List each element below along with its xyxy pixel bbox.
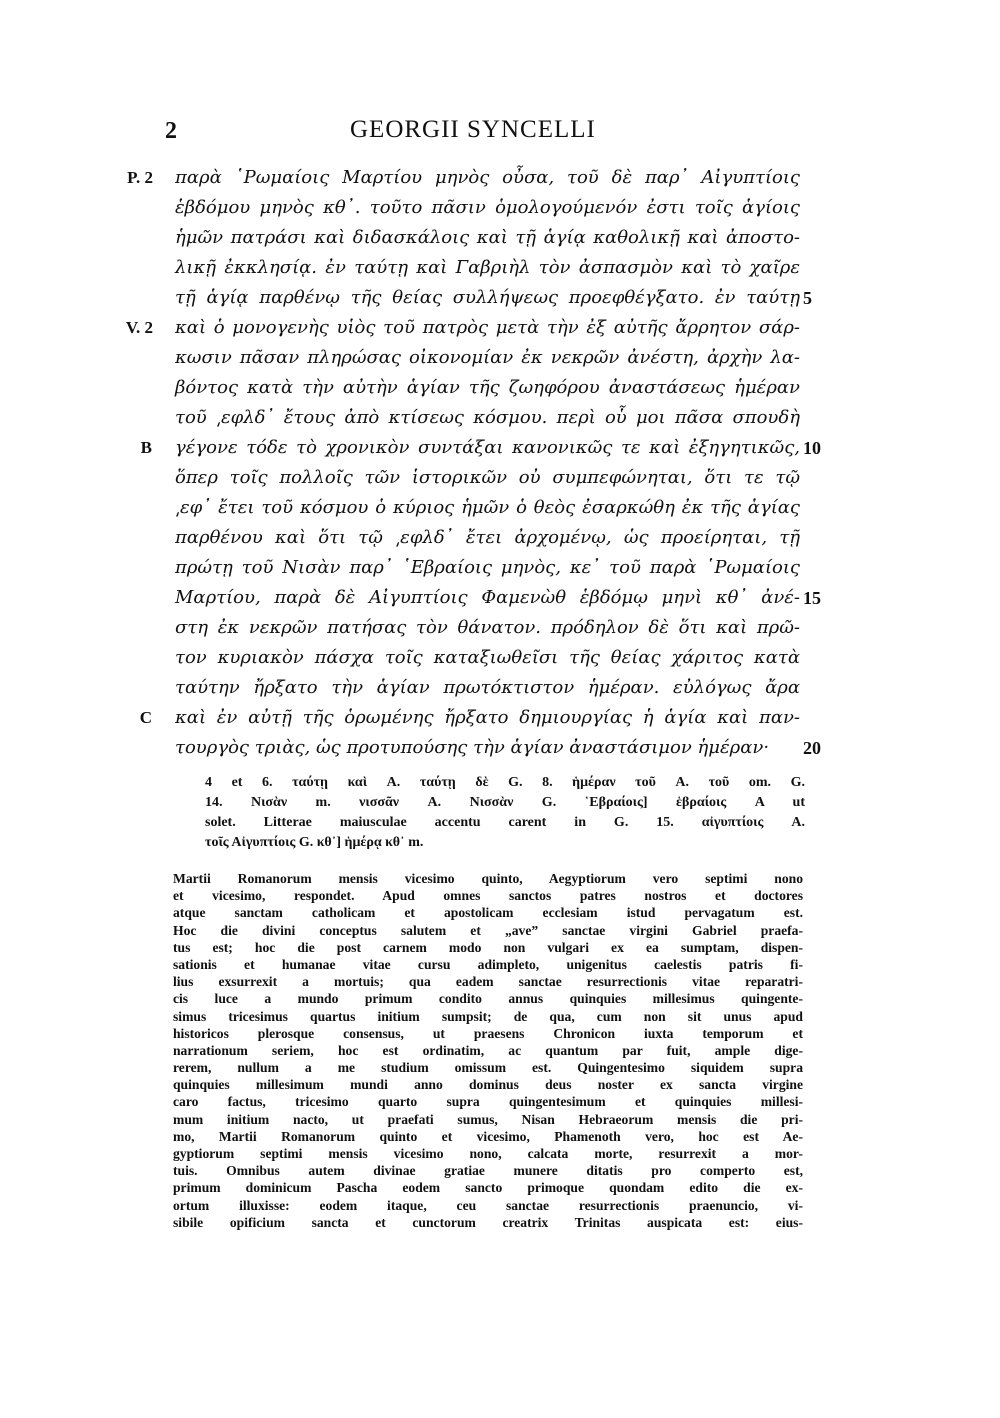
latin-line: et vicesimo, respondet. Apud omnes sanctos patres nostros et doctores [173,888,803,904]
apparatus-line: τοῖς Αἰγυπτίοις G. κθ᾽] ἡμέρᾳ κθ᾽ m. [205,835,424,850]
greek-line: λικῇ ἐκκλησίᾳ. ἐν ταύτῃ καὶ Γαβριὴλ τὸν ἀσπασμὸν καὶ τὸ χαῖρε [175,257,800,278]
greek-line: τοῦ ͵εφλδ᾽ ἔτους ἀπὸ κτίσεως κόσμου. περὶ οὗ μοι πᾶσα σπουδὴ [175,407,800,428]
greek-line: τον κυριακὸν πάσχα τοῖς καταξιωθεῖσι τῆς θείας χάριτος κατὰ [175,647,800,668]
latin-line: narrationum seriem, hoc est ordinatim, ac quantum par fuit, ample dige- [173,1042,803,1058]
latin-line: atque sanctam catholicam et apostolicam ecclesiam istud pervagatum est. [173,905,803,921]
apparatus-line: solet. Litterae maiusculae accentu carent in G. 15. αἰγυπτίοις A. [205,815,805,830]
latin-line: simus tricesimus quartus initium sumpsit; de qua, cum non sit unus apud [173,1008,803,1024]
page-number: 2 [165,118,177,144]
greek-line: ὅπερ τοῖς πολλοῖς τῶν ἱστορικῶν οὐ συμπεφώνηται, ὅτι τε τῷ [175,467,800,488]
line-number: 10 [803,438,821,458]
line-number: 20 [803,738,821,758]
greek-line: Μαρτίου, παρὰ δὲ Αἰγυπτίοις Φαμενὼθ ἑβδόμῳ μηνὶ κθ᾽ ἀνέ- [175,587,800,608]
margin-ref-v2: V. 2 [125,318,153,337]
greek-line: τῇ ἁγίᾳ παρθένῳ τῆς θείας συλλήψεως προεφθέγξατο. ἐν ταύτῃ [175,287,800,308]
latin-line: caro factus, tricesimo quarto supra quingentesimum et quinquies millesi- [173,1094,803,1110]
latin-line: gyptiorum septimi mensis vicesimo nono, calcata morte, resurrexit a mor- [173,1146,803,1161]
apparatus-line: 4 et 6. ταύτῃ καὶ A. ταύτῃ δὲ G. 8. ἡμέραν τοῦ A. τοῦ om. G. [205,775,805,790]
line-number: 5 [803,288,812,308]
latin-line: tus est; hoc die post carnem modo non vulgari ex ea sumptam, dispen- [173,939,803,955]
greek-line: ἑβδόμου μηνὸς κθ᾽. τοῦτο πᾶσιν ὁμολογούμενόν ἐστι τοῖς ἁγίοις [175,197,800,218]
margin-section-c: C [139,708,152,727]
greek-line: τουργὸς τριὰς, ὡς προτυπούσης τὴν ἁγίαν ἀναστάσιμον ἡμέραν· [175,737,770,758]
latin-line: Hoc die divini conceptus salutem et „ave” sanctae virgini Gabriel praefa- [173,922,803,938]
greek-line: γέγονε τόδε τὸ χρονικὸν συντάξαι κανονικῶς τε καὶ ἐξηγητικῶς, [175,437,800,458]
latin-translation-block [173,870,803,1231]
latin-line: sibile opificium sancta et cunctorum creatrix Trinitas auspicata est: eius- [173,1214,803,1230]
running-title: GEORGII SYNCELLI [350,116,596,143]
margin-ref-p2: P. 2 [127,168,153,187]
latin-line: sationis et humanae vitae cursu adimpleto, unigenitus caelestis patris fi- [173,956,803,972]
latin-line: Martii Romanorum mensis vicesimo quinto, Aegyptiorum vero septimi nono [173,871,803,886]
greek-line: παρθένου καὶ ὅτι τῷ ͵εφλδ᾽ ἔτει ἀρχομένῳ, ὡς προείρηται, τῇ [175,527,800,548]
greek-line: στη ἐκ νεκρῶν πατήσας τὸν θάνατον. πρόδηλον δὲ ὅτι καὶ πρῶ- [175,617,800,638]
latin-line: quinquies millesimum mundi anno dominus deus noster ex sancta virgine [173,1077,803,1093]
latin-line: lius exsurrexit a mortuis; qua eadem sanctae resurrectionis vitae reparatri- [173,974,803,990]
line-number: 15 [803,588,821,608]
greek-line: πρώτῃ τοῦ Νισὰν παρ᾽ ῾Εβραίοις μηνὸς, κε᾽ τοῦ παρὰ ῾Ρωμαίοις [175,557,800,578]
margin-section-b: B [140,438,152,457]
greek-line: παρὰ ῾Ρωμαίοις Μαρτίου μηνὸς οὖσα, τοῦ δὲ παρ᾽ Αἰγυπτίοις [175,167,800,188]
greek-line: βόντος κατὰ τὴν αὐτὴν ἁγίαν τῆς ζωηφόρου ἀναστάσεως ἡμέραν [175,377,800,398]
greek-line: κωσιν πᾶσαν πληρώσας οἰκονομίαν ἐκ νεκρῶν ἀνέστη, ἀρχὴν λα- [175,347,800,368]
latin-line: cis luce a mundo primum condito annus quinquies millesimus quingente- [173,991,803,1007]
latin-line: rerem, nullum a me studium omissum est. Quingentesimo siquidem supra [173,1060,803,1076]
latin-line: primum dominicum Pascha eodem sancto primoque quondam edito die ex- [173,1180,803,1196]
greek-line: ͵εφ᾽ ἔτει τοῦ κόσμου ὁ κύριος ἡμῶν ὁ θεὸς ἐσαρκώθη ἐκ τῆς ἁγίας [175,497,800,518]
latin-line: mum initium nacto, ut praefati sumus, Nisan Hebraeorum mensis die pri- [173,1111,803,1127]
latin-line: tuis. Omnibus autem divinae gratiae munere ditatis pro comperto est, [173,1163,803,1179]
greek-line: ταύτην ἤρξατο τὴν ἁγίαν πρωτόκτιστον ἡμέραν. εὐλόγως ἄρα [175,677,800,698]
latin-line: ortum illuxisse: eodem itaque, ceu sanctae resurrectionis praenuncio, vi- [173,1197,803,1213]
greek-line: καὶ ὁ μονογενὴς υἱὸς τοῦ πατρὸς μετὰ τὴν ἐξ αὐτῆς ἄρρητον σάρ- [175,317,800,338]
critical-apparatus [205,773,805,853]
greek-line: καὶ ἐν αὐτῇ τῆς ὁρωμένης ἤρξατο δημιουργίας ἡ ἁγία καὶ παν- [175,707,800,728]
latin-line: historicos plerosque consensus, ut praesens Chronicon iuxta temporum et [173,1025,803,1041]
latin-line: mo, Martii Romanorum quinto et vicesimo, Phamenoth vero, hoc est Ae- [173,1128,803,1144]
apparatus-line: 14. Νισὰν m. νισσᾶν A. Νισσὰν G. ῾Εβραίοις] ἑβραίοις A ut [205,795,805,810]
greek-line: ἡμῶν πατράσι καὶ διδασκάλοις καὶ τῇ ἁγίᾳ καθολικῇ καὶ ἀποστο- [175,227,800,248]
